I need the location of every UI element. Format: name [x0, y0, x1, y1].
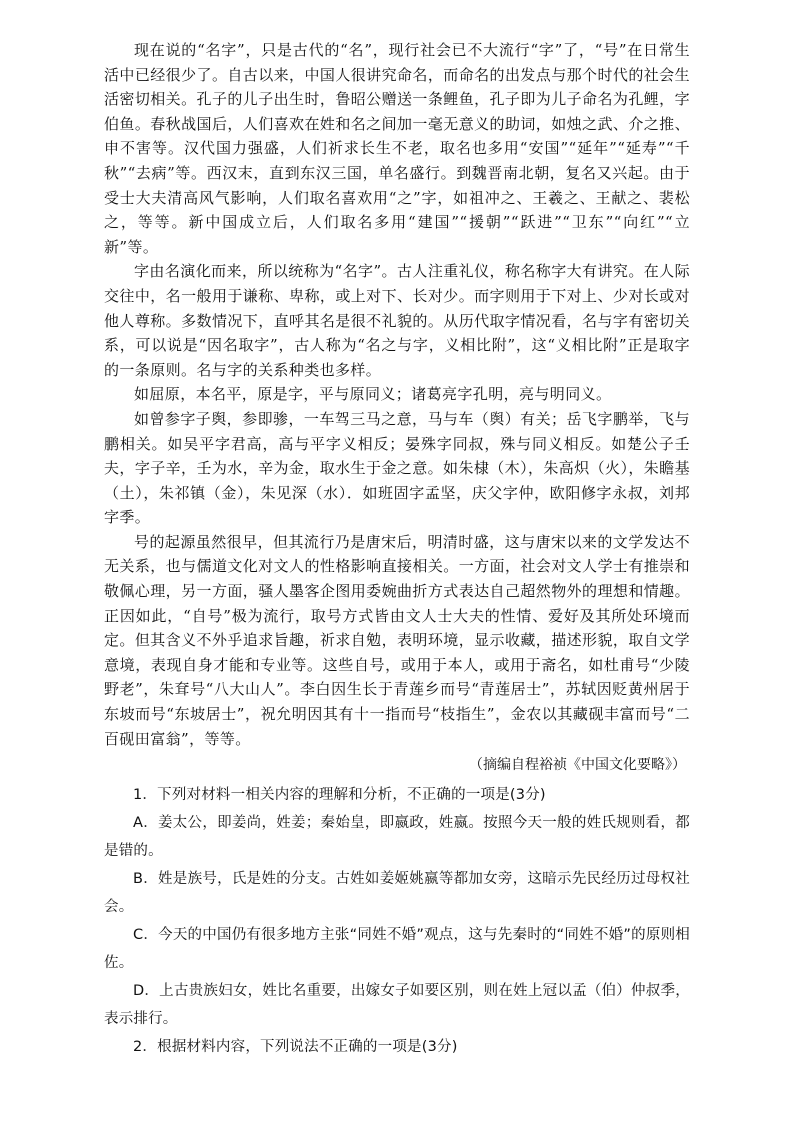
article-paragraph-2: 字由名演化而来，所以统称为“名字”。古人注重礼仪，称名称字大有讲究。在人际交往中，名一般用于谦称、卑称，或上对下、长对少。而字则用于下对上、少对长或对他人尊称。多数情况下，直呼其名是很不礼貌的。从历代取字情况看，名与字有密切关系，可以说是“因名取字”，古人称为“名之与字，义相比附”，这“义相比附”正是取字的一条原则。名与字的关系种类也多样。 — [104, 262, 690, 379]
article-paragraph-4: 如曾参字子舆，参即骖，一车驾三马之意，马与车（舆）有关；岳飞字鹏举，飞与鹏相关。如吴平字君高，高与平字义相反；晏殊字同叔，殊与同义相反。如楚公子壬夫，字子辛，壬为水，辛为金，取水生于金之意。如朱棣（木），朱高炽（火），朱瞻基（土），朱祁镇（金），朱见深（水）．如班固字孟坚，庆父字仲，欧阳修字永叔，刘邦字季。 — [104, 409, 690, 527]
article-source: （摘编自程裕祯《中国文化要略》） — [469, 757, 686, 774]
question-1-option-c: C．今天的中国仍有很多地方主张“同姓不婚”观点，这与先秦时的“同姓不婚”的原则相佐。 — [104, 927, 690, 972]
article-paragraph-3: 如屈原，本名平，原是字，平与原同义；诸葛亮字孔明，亮与明同义。 — [134, 385, 612, 404]
question-1 — [104, 781, 690, 1033]
question-1-option-b: B．姓是族号，氏是姓的分支。古姓如姜姬姚嬴等都加女旁，这暗示先民经历过母权社会。 — [104, 871, 690, 916]
question-1-option-d: D．上古贵族妇女，姓比名重要，出嫁女子如要区别，则在姓上冠以孟（伯）仲叔季，表示排行。 — [104, 983, 690, 1028]
question-1-stem: 1．下列对材料一相关内容的理解和分析，不正确的一项是(3分) — [133, 787, 546, 804]
article-paragraph-5: 号的起源虽然很早，但其流行乃是唐宋后，明清时盛，这与唐宋以来的文学发达不无关系，也与儒道文化对文人的性格影响直接相关。一方面，社会对文人学士有推崇和敬佩心理，另一方面，骚人墨客企图用委婉曲折方式表达自己超然物外的理想和情趣。正因如此，“自号”极为流行，取号方式皆由文人士大夫的性情、爱好及其所处环境而定。但其含义不外乎追求旨趣，祈求自勉，表明环境，显示收藏，描述形貌，取自文学意境，表现自身才能和专业等。这些自号，或用于本人，或用于斋名，如杜甫号“少陵野老”，朱耷号“八大山人”。李白因生长于青莲乡而号“青莲居士”，苏轼因贬黄州居于东坡而号“东坡居士”，祝允明因其有十一指而号“枝指生”，金农以其藏砚丰富而号“二百砚田富翁”，等等。 — [104, 532, 690, 748]
question-2-stem: 2．根据材料内容，下列说法不正确的一项是(3分) — [133, 1039, 458, 1056]
document-page — [104, 38, 690, 1061]
question-1-option-a: A．姜太公，即姜尚，姓姜；秦始皇，即嬴政，姓嬴。按照今天一般的姓氏规则看，都是错的。 — [104, 815, 690, 860]
question-2 — [104, 1033, 690, 1061]
article-body — [104, 38, 690, 751]
article-paragraph-1: 现在说的“名字”，只是古代的“名”，现行社会已不大流行“字”了，“号”在日常生活中已经很少了。自古以来，中国人很讲究命名，而命名的出发点与那个时代的社会生活密切相关。孔子的儿子出生时，鲁昭公赠送一条鲤鱼，孔子即为儿子命名为孔鲤，字伯鱼。春秋战国后，人们喜欢在姓和名之间加一毫无意义的助词，如烛之武、介之推、申不害等。汉代国力强盛，人们祈求长生不老，取名也多用“安国”“延年”“延寿”“千秋”“去病”等。西汉末，直到东汉三国，单名盛行。到魏晋南北朝，复名又兴起。由于受士大夫清高风气影响，人们取名喜欢用“之”字，如祖冲之、王羲之、王献之、裴松之，等等。新中国成立后，人们取名多用“建国”“援朝”“跃进”“卫东”“向红”“立新”等。 — [104, 41, 690, 256]
